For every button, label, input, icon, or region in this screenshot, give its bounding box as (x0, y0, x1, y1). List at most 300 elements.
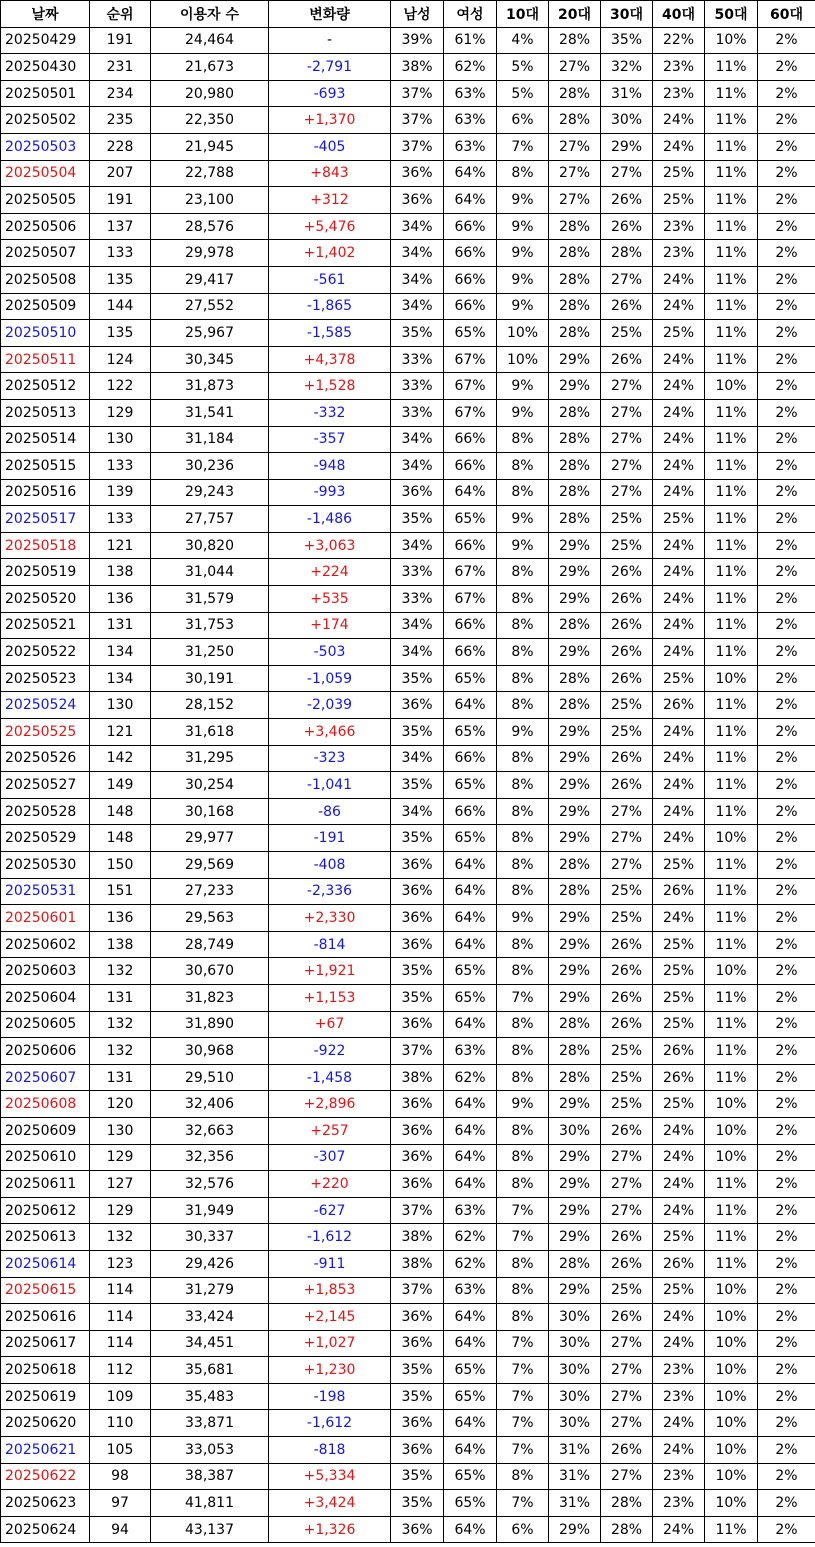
users-cell: 24,464 (151, 27, 269, 54)
age-10s-cell: 8% (497, 798, 549, 825)
users-cell: 29,243 (151, 479, 269, 506)
rank-cell: 149 (90, 772, 151, 799)
change-cell: -948 (269, 453, 391, 480)
date-cell: 20250529 (1, 825, 90, 852)
age-60s-cell: 2% (758, 320, 815, 347)
age-10s-cell: 9% (497, 293, 549, 320)
male-cell: 36% (391, 692, 444, 719)
age-40s-cell: 25% (653, 1091, 705, 1118)
users-cell: 28,152 (151, 692, 269, 719)
male-cell: 36% (391, 187, 444, 214)
date-cell: 20250617 (1, 1330, 90, 1357)
age-60s-cell: 2% (758, 1277, 815, 1304)
change-cell: -323 (269, 745, 391, 772)
age-10s-cell: 7% (497, 133, 549, 160)
age-60s-cell: 2% (758, 1357, 815, 1384)
change-cell: -1,041 (269, 772, 391, 799)
users-cell: 33,871 (151, 1410, 269, 1437)
age-10s-cell: 8% (497, 1250, 549, 1277)
users-cell: 29,417 (151, 266, 269, 293)
age-60s-cell: 2% (758, 1437, 815, 1464)
table-row (1, 1304, 815, 1331)
age-50s-cell: 11% (705, 586, 758, 613)
date-cell: 20250609 (1, 1117, 90, 1144)
age-20s-cell: 29% (549, 905, 601, 932)
age-10s-cell: 7% (497, 1490, 549, 1517)
rank-cell: 121 (90, 719, 151, 746)
age-20s-cell: 29% (549, 1144, 601, 1171)
age-30s-cell: 27% (601, 453, 653, 480)
age-60s-cell: 2% (758, 1171, 815, 1198)
age-10s-cell: 8% (497, 426, 549, 453)
age-20s-cell: 28% (549, 479, 601, 506)
change-cell: +1,027 (269, 1330, 391, 1357)
table-row (1, 825, 815, 852)
age-60s-cell: 2% (758, 213, 815, 240)
age-10s-cell: 6% (497, 1516, 549, 1543)
age-60s-cell: 2% (758, 1383, 815, 1410)
users-cell: 31,823 (151, 984, 269, 1011)
date-cell: 20250503 (1, 133, 90, 160)
male-cell: 36% (391, 1011, 444, 1038)
table-row (1, 1117, 815, 1144)
table-row (1, 1516, 815, 1543)
age-50s-cell: 11% (705, 80, 758, 107)
change-cell: +3,424 (269, 1490, 391, 1517)
users-cell: 31,184 (151, 426, 269, 453)
users-cell: 22,788 (151, 160, 269, 187)
date-cell: 20250504 (1, 160, 90, 187)
age-20s-cell: 29% (549, 825, 601, 852)
male-cell: 34% (391, 213, 444, 240)
change-cell: -627 (269, 1197, 391, 1224)
table-row (1, 293, 815, 320)
rank-cell: 136 (90, 905, 151, 932)
male-cell: 36% (391, 479, 444, 506)
age-60s-cell: 2% (758, 639, 815, 666)
header-female: 여성 (444, 1, 497, 28)
age-50s-cell: 10% (705, 1410, 758, 1437)
age-30s-cell: 27% (601, 160, 653, 187)
age-20s-cell: 29% (549, 1277, 601, 1304)
table-row (1, 240, 815, 267)
age-20s-cell: 28% (549, 80, 601, 107)
age-30s-cell: 27% (601, 1383, 653, 1410)
age-20s-cell: 28% (549, 107, 601, 134)
age-40s-cell: 25% (653, 665, 705, 692)
header-60s: 60대 (758, 1, 815, 28)
age-60s-cell: 2% (758, 1144, 815, 1171)
rank-cell: 112 (90, 1357, 151, 1384)
date-cell: 20250513 (1, 399, 90, 426)
age-20s-cell: 28% (549, 453, 601, 480)
age-60s-cell: 2% (758, 692, 815, 719)
age-40s-cell: 23% (653, 240, 705, 267)
male-cell: 34% (391, 240, 444, 267)
age-40s-cell: 23% (653, 1383, 705, 1410)
table-row (1, 745, 815, 772)
male-cell: 36% (391, 1304, 444, 1331)
female-cell: 66% (444, 453, 497, 480)
rank-cell: 231 (90, 54, 151, 81)
age-20s-cell: 28% (549, 852, 601, 879)
age-30s-cell: 26% (601, 213, 653, 240)
male-cell: 36% (391, 1330, 444, 1357)
date-cell: 20250516 (1, 479, 90, 506)
change-cell: +5,334 (269, 1463, 391, 1490)
rank-cell: 114 (90, 1304, 151, 1331)
users-cell: 31,279 (151, 1277, 269, 1304)
users-cell: 20,980 (151, 80, 269, 107)
male-cell: 35% (391, 984, 444, 1011)
age-40s-cell: 24% (653, 293, 705, 320)
users-cell: 30,236 (151, 453, 269, 480)
table-row (1, 719, 815, 746)
male-cell: 35% (391, 506, 444, 533)
age-50s-cell: 10% (705, 1437, 758, 1464)
users-cell: 28,576 (151, 213, 269, 240)
age-40s-cell: 24% (653, 1330, 705, 1357)
age-40s-cell: 23% (653, 1357, 705, 1384)
male-cell: 35% (391, 719, 444, 746)
change-cell: -814 (269, 931, 391, 958)
age-30s-cell: 27% (601, 266, 653, 293)
age-60s-cell: 2% (758, 719, 815, 746)
age-30s-cell: 25% (601, 1091, 653, 1118)
age-40s-cell: 24% (653, 479, 705, 506)
age-40s-cell: 25% (653, 1011, 705, 1038)
users-cell: 35,681 (151, 1357, 269, 1384)
age-60s-cell: 2% (758, 1330, 815, 1357)
age-10s-cell: 9% (497, 187, 549, 214)
date-cell: 20250525 (1, 719, 90, 746)
rank-cell: 122 (90, 373, 151, 400)
date-cell: 20250502 (1, 107, 90, 134)
change-cell: +2,896 (269, 1091, 391, 1118)
male-cell: 36% (391, 1516, 444, 1543)
age-60s-cell: 2% (758, 958, 815, 985)
female-cell: 65% (444, 320, 497, 347)
table-row (1, 1250, 815, 1277)
female-cell: 65% (444, 958, 497, 985)
male-cell: 37% (391, 133, 444, 160)
date-cell: 20250531 (1, 878, 90, 905)
age-10s-cell: 7% (497, 1197, 549, 1224)
change-cell: +1,853 (269, 1277, 391, 1304)
age-60s-cell: 2% (758, 559, 815, 586)
table-row (1, 1490, 815, 1517)
age-10s-cell: 7% (497, 1224, 549, 1251)
change-cell: -405 (269, 133, 391, 160)
male-cell: 38% (391, 1064, 444, 1091)
users-cell: 30,191 (151, 665, 269, 692)
age-40s-cell: 24% (653, 639, 705, 666)
age-50s-cell: 11% (705, 240, 758, 267)
change-cell: +1,153 (269, 984, 391, 1011)
male-cell: 34% (391, 532, 444, 559)
date-cell: 20250519 (1, 559, 90, 586)
change-cell: -198 (269, 1383, 391, 1410)
age-10s-cell: 7% (497, 1383, 549, 1410)
age-40s-cell: 24% (653, 1437, 705, 1464)
age-40s-cell: 25% (653, 1277, 705, 1304)
rank-cell: 131 (90, 984, 151, 1011)
age-20s-cell: 31% (549, 1490, 601, 1517)
age-40s-cell: 24% (653, 266, 705, 293)
age-50s-cell: 10% (705, 665, 758, 692)
table-row (1, 266, 815, 293)
change-cell: -911 (269, 1250, 391, 1277)
male-cell: 36% (391, 852, 444, 879)
age-60s-cell: 2% (758, 772, 815, 799)
age-60s-cell: 2% (758, 399, 815, 426)
age-60s-cell: 2% (758, 453, 815, 480)
table-row (1, 1383, 815, 1410)
female-cell: 65% (444, 506, 497, 533)
users-cell: 31,579 (151, 586, 269, 613)
female-cell: 67% (444, 586, 497, 613)
age-20s-cell: 29% (549, 373, 601, 400)
age-20s-cell: 29% (549, 1171, 601, 1198)
users-cell: 27,552 (151, 293, 269, 320)
users-cell: 21,673 (151, 54, 269, 81)
age-50s-cell: 11% (705, 612, 758, 639)
age-40s-cell: 24% (653, 612, 705, 639)
date-cell: 20250610 (1, 1144, 90, 1171)
age-20s-cell: 28% (549, 692, 601, 719)
rank-cell: 207 (90, 160, 151, 187)
users-cell: 21,945 (151, 133, 269, 160)
date-cell: 20250507 (1, 240, 90, 267)
age-10s-cell: 8% (497, 559, 549, 586)
rank-cell: 109 (90, 1383, 151, 1410)
age-10s-cell: 5% (497, 54, 549, 81)
age-30s-cell: 26% (601, 187, 653, 214)
table-row (1, 612, 815, 639)
users-cell: 32,356 (151, 1144, 269, 1171)
age-50s-cell: 11% (705, 213, 758, 240)
change-cell: +843 (269, 160, 391, 187)
age-20s-cell: 29% (549, 745, 601, 772)
table-row (1, 1091, 815, 1118)
change-cell: +1,230 (269, 1357, 391, 1384)
date-cell: 20250613 (1, 1224, 90, 1251)
age-50s-cell: 11% (705, 479, 758, 506)
date-cell: 20250523 (1, 665, 90, 692)
age-50s-cell: 11% (705, 399, 758, 426)
rank-cell: 137 (90, 213, 151, 240)
table-row (1, 905, 815, 932)
users-cell: 30,168 (151, 798, 269, 825)
age-10s-cell: 8% (497, 665, 549, 692)
female-cell: 64% (444, 931, 497, 958)
table-row (1, 852, 815, 879)
table-row (1, 1011, 815, 1038)
date-cell: 20250619 (1, 1383, 90, 1410)
age-60s-cell: 2% (758, 373, 815, 400)
female-cell: 62% (444, 1224, 497, 1251)
male-cell: 36% (391, 1437, 444, 1464)
age-40s-cell: 25% (653, 320, 705, 347)
users-cell: 30,670 (151, 958, 269, 985)
age-30s-cell: 25% (601, 320, 653, 347)
table-row (1, 187, 815, 214)
age-20s-cell: 30% (549, 1117, 601, 1144)
female-cell: 64% (444, 692, 497, 719)
age-60s-cell: 2% (758, 506, 815, 533)
age-10s-cell: 8% (497, 1304, 549, 1331)
age-20s-cell: 29% (549, 346, 601, 373)
users-cell: 35,483 (151, 1383, 269, 1410)
male-cell: 36% (391, 1144, 444, 1171)
table-row (1, 958, 815, 985)
users-cell: 30,968 (151, 1038, 269, 1065)
age-50s-cell: 10% (705, 1490, 758, 1517)
age-50s-cell: 11% (705, 453, 758, 480)
age-30s-cell: 26% (601, 293, 653, 320)
age-20s-cell: 28% (549, 320, 601, 347)
change-cell: +5,476 (269, 213, 391, 240)
age-40s-cell: 24% (653, 107, 705, 134)
table-row (1, 984, 815, 1011)
age-10s-cell: 8% (497, 1144, 549, 1171)
male-cell: 38% (391, 1250, 444, 1277)
age-30s-cell: 27% (601, 798, 653, 825)
age-50s-cell: 10% (705, 1383, 758, 1410)
age-60s-cell: 2% (758, 80, 815, 107)
male-cell: 37% (391, 80, 444, 107)
age-30s-cell: 29% (601, 133, 653, 160)
rank-cell: 132 (90, 1038, 151, 1065)
date-cell: 20250607 (1, 1064, 90, 1091)
age-60s-cell: 2% (758, 665, 815, 692)
header-row (1, 1, 815, 28)
date-cell: 20250524 (1, 692, 90, 719)
rank-cell: 132 (90, 1224, 151, 1251)
rank-cell: 235 (90, 107, 151, 134)
female-cell: 65% (444, 772, 497, 799)
rank-cell: 138 (90, 559, 151, 586)
age-10s-cell: 8% (497, 586, 549, 613)
female-cell: 64% (444, 905, 497, 932)
male-cell: 35% (391, 1463, 444, 1490)
age-50s-cell: 10% (705, 27, 758, 54)
age-20s-cell: 28% (549, 426, 601, 453)
age-10s-cell: 8% (497, 931, 549, 958)
age-20s-cell: 28% (549, 1250, 601, 1277)
age-50s-cell: 11% (705, 1224, 758, 1251)
age-20s-cell: 29% (549, 1224, 601, 1251)
date-cell: 20250527 (1, 772, 90, 799)
users-cell: 25,967 (151, 320, 269, 347)
age-10s-cell: 8% (497, 1171, 549, 1198)
female-cell: 63% (444, 1038, 497, 1065)
age-30s-cell: 26% (601, 639, 653, 666)
date-cell: 20250526 (1, 745, 90, 772)
age-10s-cell: 7% (497, 1330, 549, 1357)
female-cell: 67% (444, 559, 497, 586)
change-cell: -2,336 (269, 878, 391, 905)
age-40s-cell: 25% (653, 984, 705, 1011)
female-cell: 64% (444, 878, 497, 905)
male-cell: 36% (391, 931, 444, 958)
users-cell: 30,820 (151, 532, 269, 559)
age-20s-cell: 27% (549, 133, 601, 160)
table-row (1, 1064, 815, 1091)
age-60s-cell: 2% (758, 346, 815, 373)
age-60s-cell: 2% (758, 426, 815, 453)
age-60s-cell: 2% (758, 1064, 815, 1091)
age-30s-cell: 26% (601, 586, 653, 613)
age-30s-cell: 26% (601, 665, 653, 692)
age-50s-cell: 11% (705, 54, 758, 81)
table-row (1, 1171, 815, 1198)
rank-cell: 131 (90, 1064, 151, 1091)
age-10s-cell: 7% (497, 984, 549, 1011)
rank-cell: 234 (90, 80, 151, 107)
rank-cell: 136 (90, 586, 151, 613)
table-row (1, 692, 815, 719)
users-cell: 23,100 (151, 187, 269, 214)
users-cell: 38,387 (151, 1463, 269, 1490)
age-30s-cell: 26% (601, 958, 653, 985)
male-cell: 33% (391, 373, 444, 400)
age-60s-cell: 2% (758, 905, 815, 932)
age-50s-cell: 11% (705, 984, 758, 1011)
age-30s-cell: 26% (601, 931, 653, 958)
age-40s-cell: 26% (653, 878, 705, 905)
male-cell: 38% (391, 1224, 444, 1251)
male-cell: 35% (391, 665, 444, 692)
female-cell: 65% (444, 1463, 497, 1490)
age-10s-cell: 8% (497, 745, 549, 772)
male-cell: 34% (391, 426, 444, 453)
age-50s-cell: 11% (705, 133, 758, 160)
table-row (1, 80, 815, 107)
age-20s-cell: 28% (549, 266, 601, 293)
age-60s-cell: 2% (758, 878, 815, 905)
rank-cell: 129 (90, 1144, 151, 1171)
rank-cell: 94 (90, 1516, 151, 1543)
change-cell: +1,921 (269, 958, 391, 985)
table-row (1, 54, 815, 81)
table-row (1, 107, 815, 134)
age-20s-cell: 29% (549, 958, 601, 985)
rank-cell: 129 (90, 1197, 151, 1224)
female-cell: 62% (444, 1250, 497, 1277)
age-50s-cell: 10% (705, 1091, 758, 1118)
header-20s: 20대 (549, 1, 601, 28)
table-row (1, 213, 815, 240)
age-50s-cell: 11% (705, 532, 758, 559)
change-cell: +67 (269, 1011, 391, 1038)
table-row (1, 453, 815, 480)
age-50s-cell: 11% (705, 559, 758, 586)
date-cell: 20250605 (1, 1011, 90, 1038)
female-cell: 64% (444, 1144, 497, 1171)
female-cell: 63% (444, 1277, 497, 1304)
change-cell: -86 (269, 798, 391, 825)
age-50s-cell: 11% (705, 1038, 758, 1065)
age-50s-cell: 11% (705, 639, 758, 666)
female-cell: 63% (444, 133, 497, 160)
rank-cell: 191 (90, 27, 151, 54)
age-50s-cell: 10% (705, 1277, 758, 1304)
male-cell: 36% (391, 160, 444, 187)
date-cell: 20250505 (1, 187, 90, 214)
age-50s-cell: 11% (705, 346, 758, 373)
age-60s-cell: 2% (758, 532, 815, 559)
